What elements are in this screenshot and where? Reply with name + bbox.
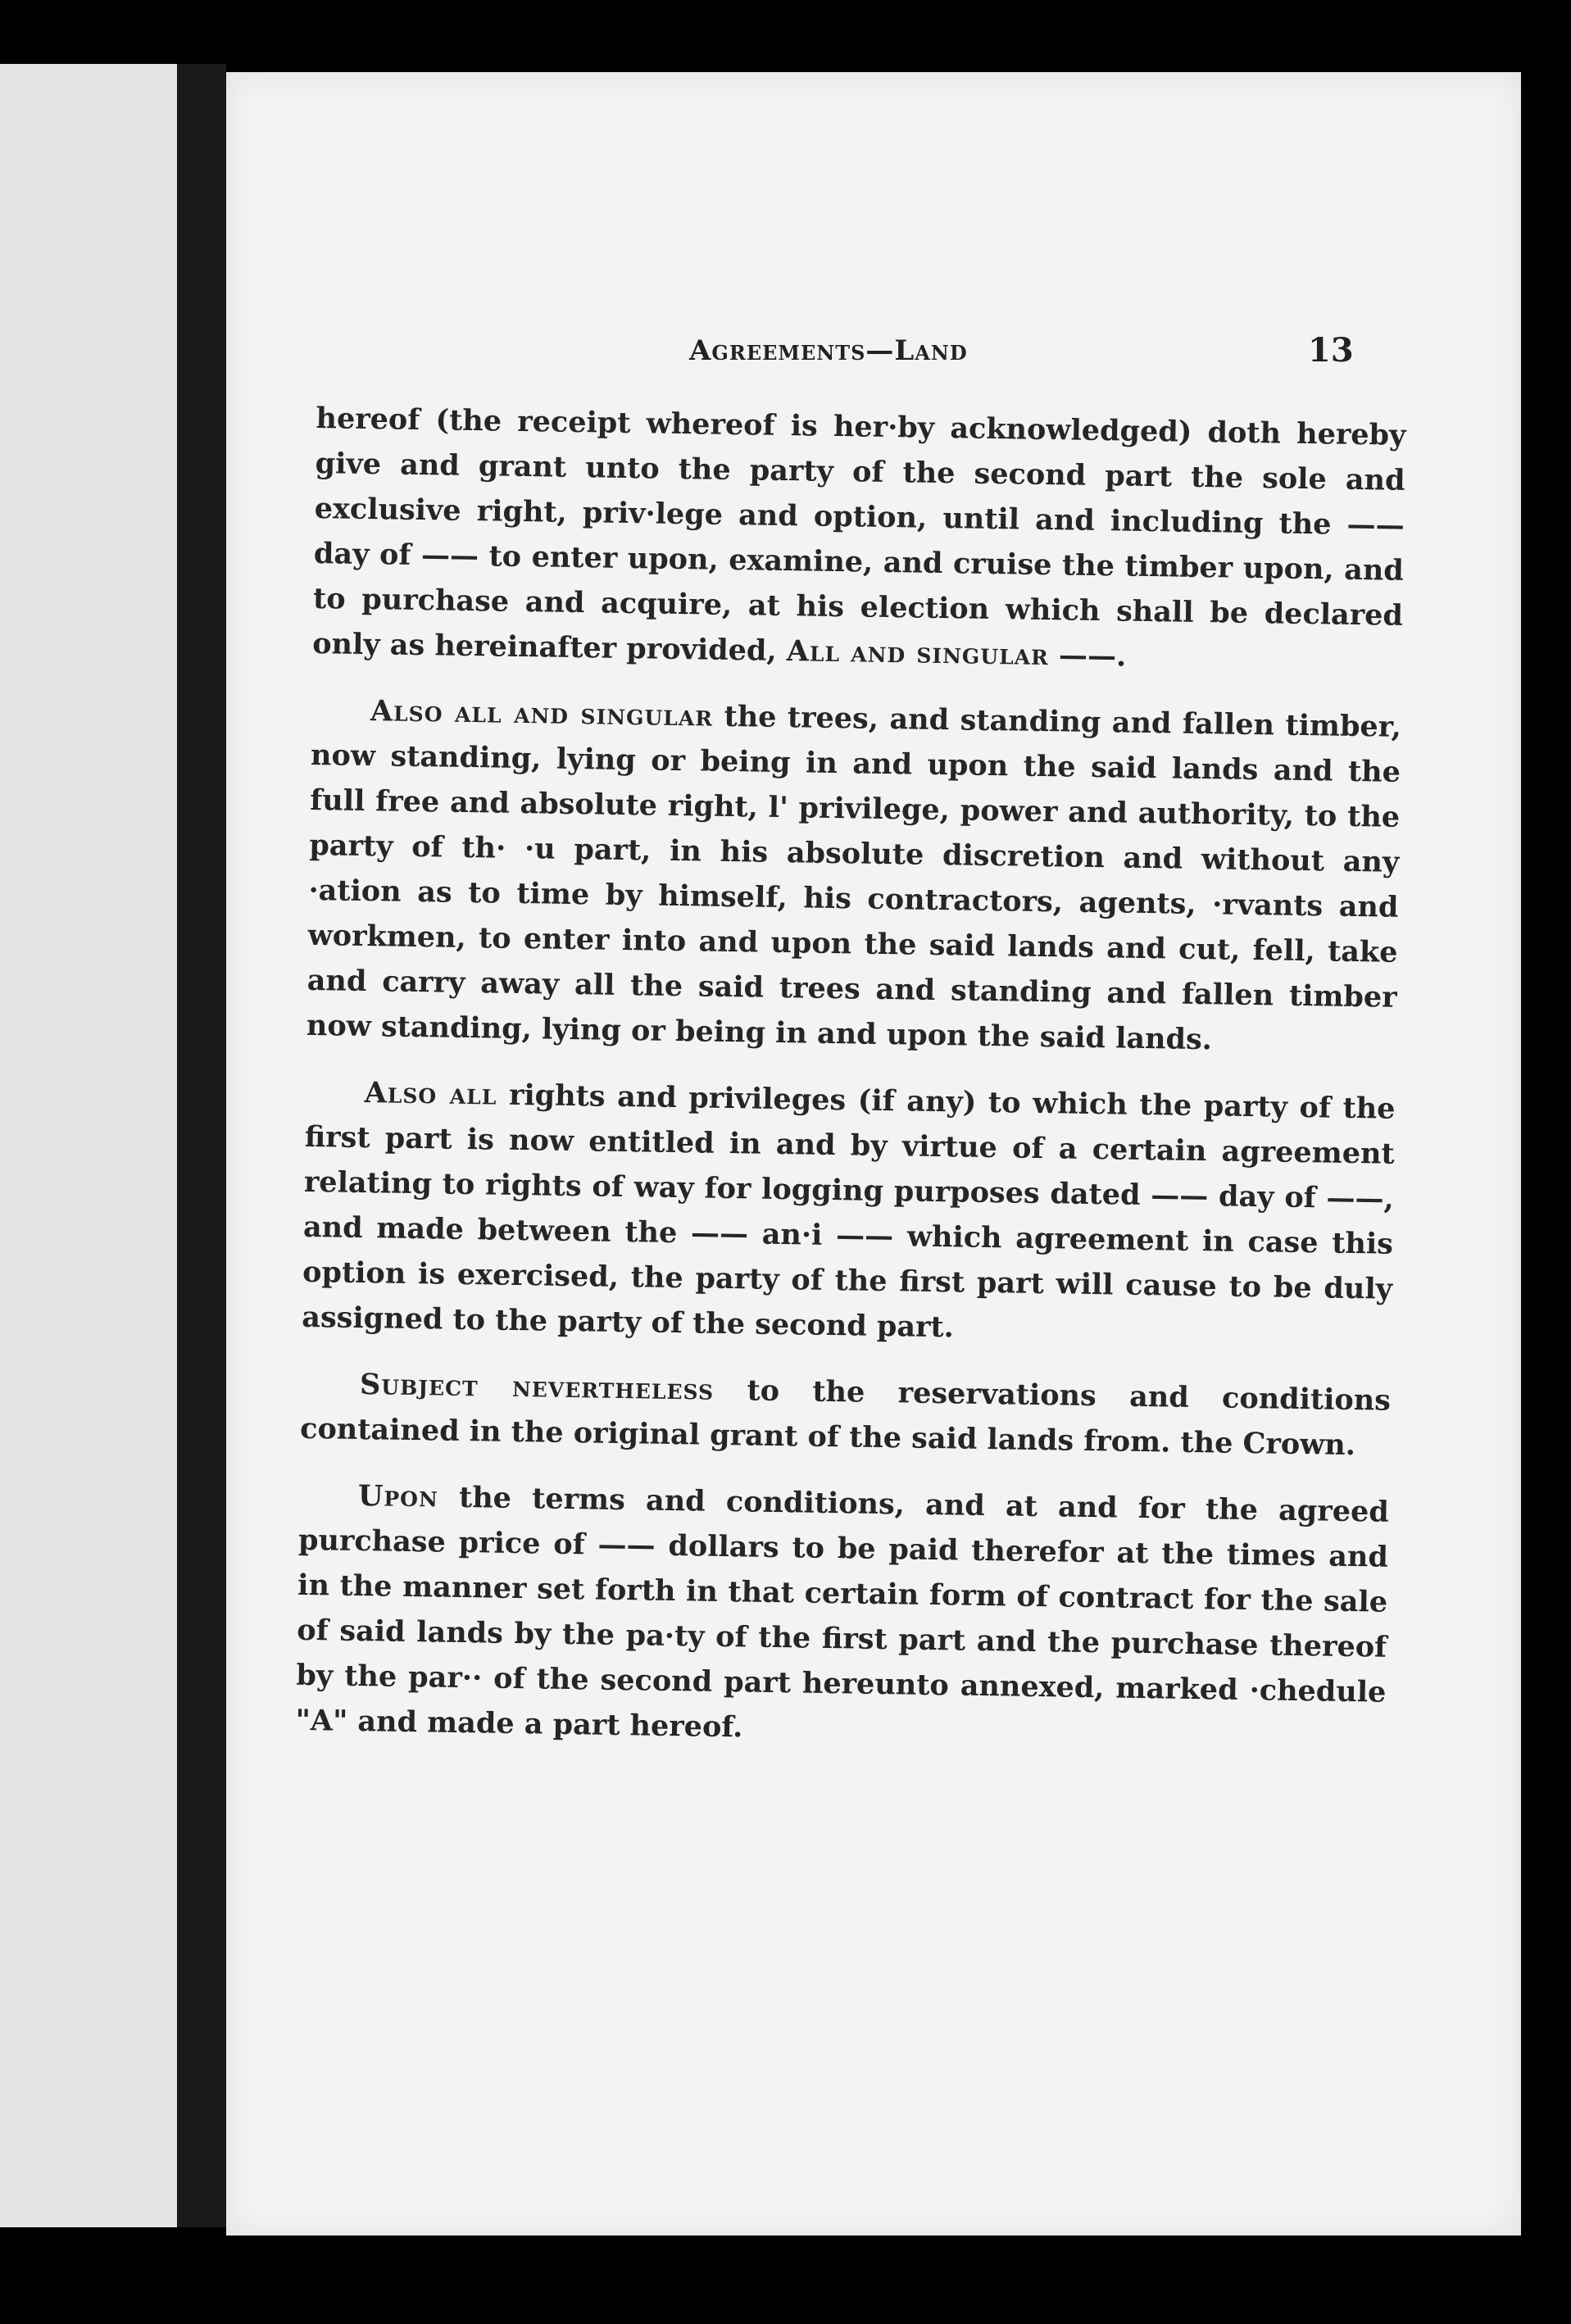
body-text	[295, 396, 1406, 1782]
paragraph-also-all	[302, 1069, 1396, 1357]
paragraph-lead: Also all	[364, 1076, 497, 1112]
running-head	[226, 328, 1521, 377]
paragraph-lead: Also all and singular	[370, 694, 714, 733]
paragraph-text: hereof (the receipt whereof is her·by acknowledged) doth hereby give and grant unto the party of the second part the sole and exclusive right, priv·lege and option, until and including the —— day of —— to enter upon, examine, and cruise the timber upon, and to purchase and acquire, at his election which shall be declared only as hereinafter provided,	[311, 401, 1406, 668]
paragraph-text: to the reservations and conditions contained in the original grant of the said lands from. the Crown.	[299, 1373, 1392, 1463]
paragraph-text: the terms and conditions, and at and for the agreed purchase price of —— dollars to be paid therefor at the times and in the manner set forth in that certain form of contract for the sale of said lands by the pa·ty of the first part and the purchase thereof by the par·· of the second part hereunto annexed, marked ·chedule "A" and made a part hereof.	[295, 1480, 1390, 1745]
paragraph-upon	[295, 1473, 1389, 1760]
paragraph-text: rights and privileges (if any) to which the party of the first part is now entitled in and by virtue of a certain agreement relating to rights of way for logging purposes dated —— day of ——, and made between the —— an·i —— which agreement in case this option is exercised, the party of the first part will cause to be duly assigned to the party of the second part.	[302, 1078, 1396, 1345]
paragraph-also-all-and-singular	[306, 688, 1401, 1065]
paragraph-subject-nevertheless	[300, 1361, 1392, 1468]
paragraph-lead: Subject nevertheless	[359, 1367, 715, 1407]
facing-page-edge	[0, 64, 177, 2227]
page-number: 13	[1308, 331, 1354, 370]
paragraph-text: the trees, and standing and fallen timber, now standing, lying or being in and upon the said lands and the full free and absolute right, l' privilege, power and authority, to the party of th· ·u part, in his absolute discretion and without any ·ation as to time by himself, his contractors, agents, ·rvants and workmen, to enter into and upon the said lands and cut, fell, take and carry away all the said trees and standing and fallen timber now standing, lying or being in and upon the said lands.	[306, 699, 1402, 1057]
running-title: Agreements—Land	[689, 334, 968, 367]
paragraph-lead: All and singular	[786, 634, 1050, 673]
paragraph-lead: Upon	[357, 1478, 439, 1514]
paragraph-tail: ——.	[1048, 638, 1127, 674]
book-spine	[177, 64, 226, 2227]
book-page	[226, 72, 1521, 2235]
paragraph-continuation	[312, 396, 1406, 683]
